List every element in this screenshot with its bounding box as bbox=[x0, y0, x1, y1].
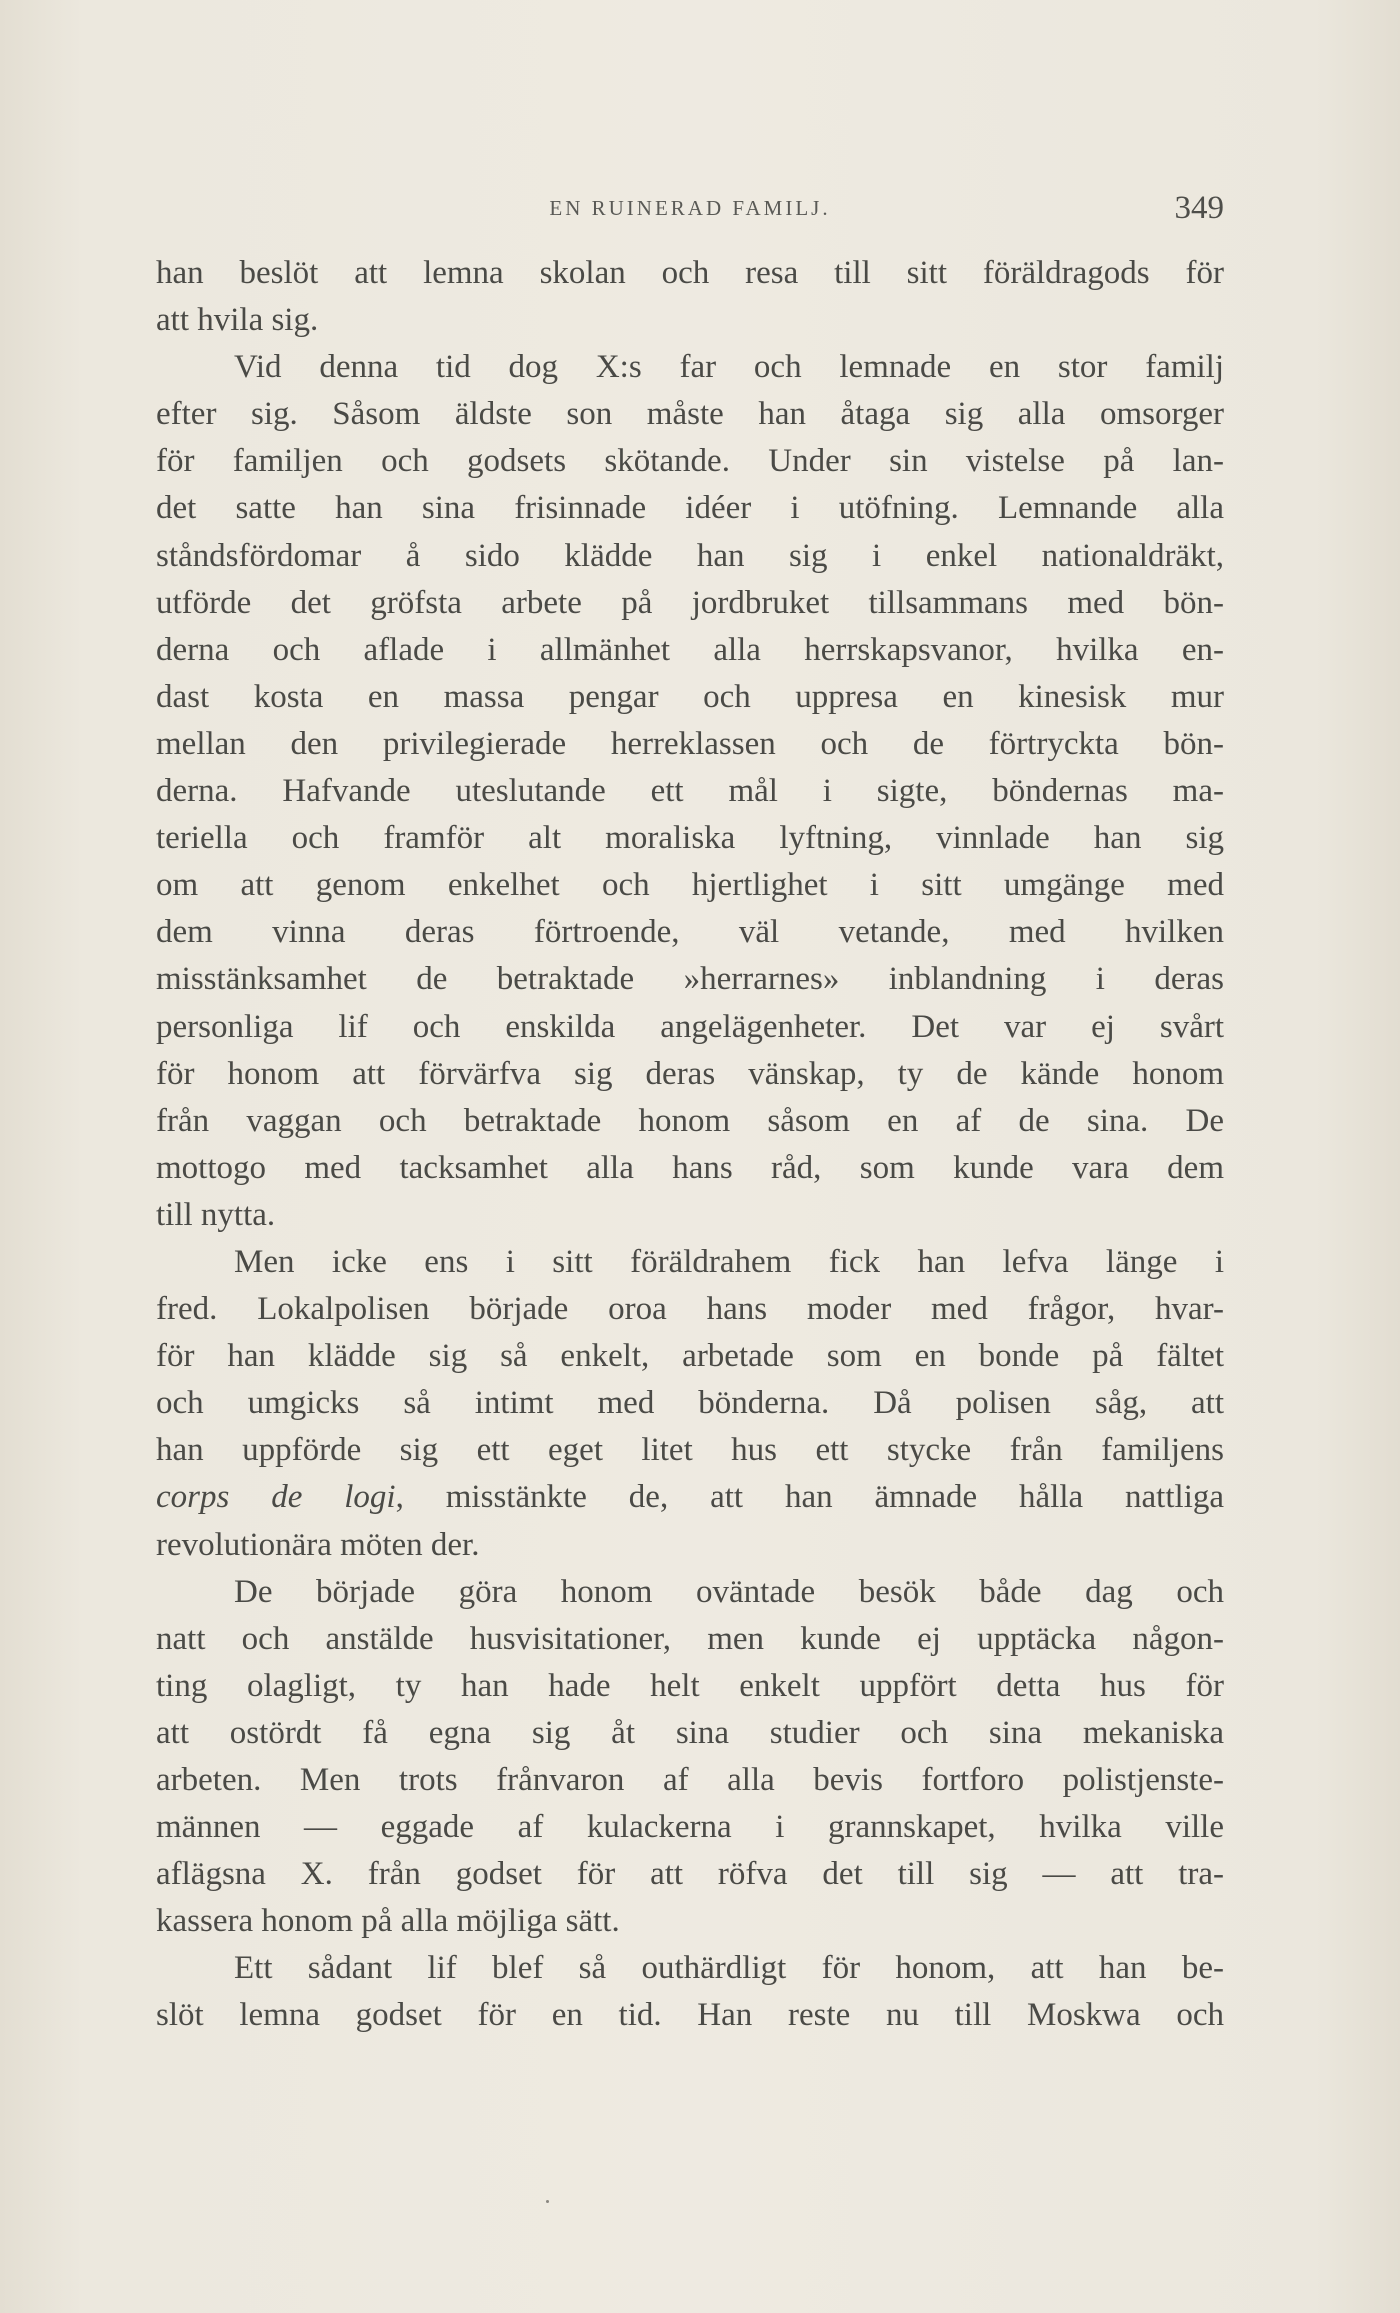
line-text: utförde det gröfsta arbete på jordbruket tillsammans med bön- bbox=[156, 584, 1224, 621]
line-text: han beslöt att lemna skolan och resa till sitt föräldragods för bbox=[156, 255, 1224, 291]
line-text: Men icke ens i sitt föräldrahem fick han lefva länge i bbox=[234, 1243, 1224, 1280]
text-line bbox=[156, 1569, 1224, 1616]
line-text: teriella och framför alt moraliska lyftning, vinnlade han sig bbox=[156, 820, 1224, 857]
text-line bbox=[156, 768, 1224, 815]
italic-phrase: corps de logi bbox=[156, 1479, 396, 1516]
running-title: EN RUINERAD FAMILJ. bbox=[549, 196, 831, 220]
text-line: corps de logi, misstänkte de, att han ämnade hålla nattliga bbox=[156, 1479, 1224, 1516]
line-text: arbeten. Men trots frånvaron af alla bevis fortforo polistjenste- bbox=[156, 1762, 1224, 1798]
line-text: om att genom enkelhet och hjertlighet i sitt umgänge med bbox=[156, 867, 1224, 904]
line-text: från vaggan och betraktade honom såsom en af de sina. De bbox=[156, 1102, 1224, 1139]
line-text: till nytta. bbox=[156, 1196, 276, 1233]
text-line bbox=[156, 438, 1224, 485]
line-text: Vid denna tid dog X:s far och lemnade en stor familj bbox=[234, 349, 1224, 386]
text-line bbox=[156, 1898, 1224, 1945]
line-text: derna och aflade i allmänhet alla herrskapsvanor, hvilka en- bbox=[156, 631, 1224, 668]
text-line bbox=[156, 1427, 1224, 1474]
text-line bbox=[156, 1992, 1224, 2039]
line-text: ståndsfördomar å sido klädde han sig i enkel nationaldräkt, bbox=[156, 537, 1224, 574]
line-text: dast kosta en massa pengar och uppresa en kinesisk mur bbox=[156, 678, 1224, 715]
running-head bbox=[156, 190, 1224, 230]
line-text: natt och anstälde husvisitationer, men kunde ej upptäcka någon- bbox=[156, 1620, 1224, 1657]
text-line bbox=[156, 344, 1224, 391]
text-line bbox=[156, 1945, 1224, 1992]
text-line bbox=[156, 1710, 1224, 1757]
text-line bbox=[156, 297, 1224, 344]
text-line bbox=[156, 1380, 1224, 1427]
line-text: aflägsna X. från godset för att röfva det till sig — att tra- bbox=[156, 1856, 1224, 1893]
body-text bbox=[156, 250, 1224, 2040]
text-line bbox=[156, 1616, 1224, 1663]
line-text: ting olagligt, ty han hade helt enkelt uppfört detta hus för bbox=[156, 1667, 1224, 1704]
text-line bbox=[156, 391, 1224, 438]
line-text: fred. Lokalpolisen började oroa hans moder med frågor, hvar- bbox=[156, 1291, 1224, 1328]
text-line bbox=[156, 1757, 1224, 1804]
text-line bbox=[156, 909, 1224, 956]
text-line bbox=[156, 485, 1224, 532]
text-line bbox=[156, 1051, 1224, 1098]
text-line bbox=[156, 1851, 1224, 1898]
line-text: att ostördt få egna sig åt sina studier och sina mekaniska bbox=[156, 1714, 1224, 1751]
line-text: revolutionära möten der. bbox=[156, 1526, 480, 1563]
text-line bbox=[156, 815, 1224, 862]
line-text: och umgicks så intimt med bönderna. Då polisen såg, att bbox=[156, 1385, 1224, 1422]
line-text: det satte han sina frisinnade idéer i utöfning. Lemnande alla bbox=[156, 490, 1224, 527]
line-text: slöt lemna godset för en tid. Han reste nu till Moskwa och bbox=[156, 1997, 1224, 2034]
text-line bbox=[156, 1192, 1224, 1239]
line-text: för familjen och godsets skötande. Under sin vistelse på lan- bbox=[156, 443, 1224, 480]
text-line bbox=[156, 1804, 1224, 1851]
line-text: männen — eggade af kulackerna i grannskapet, hvilka ville bbox=[156, 1809, 1224, 1846]
text-line bbox=[156, 721, 1224, 768]
line-text: Ett sådant lif blef så outhärdligt för honom, att han be- bbox=[234, 1950, 1224, 1987]
text-line bbox=[156, 627, 1224, 674]
text-line bbox=[156, 580, 1224, 627]
line-text: misstänksamhet de betraktade »herrarnes» inblandning i deras bbox=[156, 961, 1224, 998]
text-line bbox=[156, 1004, 1224, 1051]
text-line bbox=[156, 1333, 1224, 1380]
text-line bbox=[156, 674, 1224, 721]
text-line bbox=[156, 1286, 1224, 1333]
text-line bbox=[156, 956, 1224, 1003]
text-line bbox=[156, 1145, 1224, 1192]
line-text: personliga lif och enskilda angelägenheter. Det var ej svårt bbox=[156, 1008, 1224, 1045]
text-line bbox=[156, 862, 1224, 909]
line-text: mellan den privilegierade herreklassen och de förtryckta bön- bbox=[156, 725, 1224, 762]
line-text: De började göra honom oväntade besök både dag och bbox=[234, 1573, 1224, 1610]
line-text: kassera honom på alla möjliga sätt. bbox=[156, 1903, 620, 1940]
text-line bbox=[156, 1522, 1224, 1569]
line-text: efter sig. Såsom äldste son måste han åtaga sig alla omsorger bbox=[156, 396, 1224, 433]
page-number: 349 bbox=[1174, 190, 1224, 226]
line-text: dem vinna deras förtroende, väl vetande, med hvilken bbox=[156, 914, 1224, 951]
text-line bbox=[156, 250, 1224, 297]
text-line bbox=[156, 1239, 1224, 1286]
line-text: för han klädde sig så enkelt, arbetade som en bonde på fältet bbox=[156, 1338, 1224, 1375]
line-text: misstänkte de, att han ämnade hålla nattliga bbox=[445, 1479, 1224, 1516]
line-text: han uppförde sig ett eget litet hus ett stycke från familjens bbox=[156, 1432, 1224, 1469]
text-line bbox=[156, 1098, 1224, 1145]
line-text: derna. Hafvande uteslutande ett mål i sigte, böndernas ma- bbox=[156, 773, 1224, 810]
text-line bbox=[156, 1663, 1224, 1710]
line-text: att hvila sig. bbox=[156, 302, 319, 339]
line-text: för honom att förvärfva sig deras vänskap, ty de kände honom bbox=[156, 1055, 1224, 1092]
line-text: mottogo med tacksamhet alla hans råd, som kunde vara dem bbox=[156, 1149, 1224, 1186]
paper-speck bbox=[546, 2200, 549, 2203]
text-line bbox=[156, 533, 1224, 580]
